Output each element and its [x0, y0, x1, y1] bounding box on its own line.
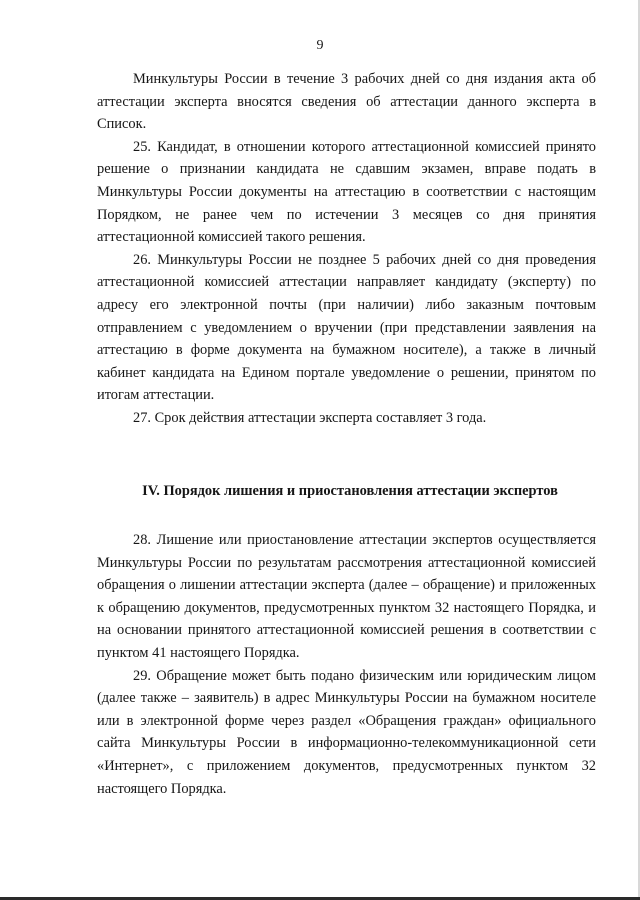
paragraph-29: 29. Обращение может быть подано физическим или юридическим лицом (далее также – заявитель) в адрес Минкультуры России на бумажном носителе или в электронной форме через раздел «Обращения граждан» официального сайта Минкультуры России в информационно-телекоммуникационной сети «Интернет», с приложением документов, предусмотренных пунктом 32 настоящего Порядка. [97, 667, 596, 797]
paragraph-intro: Минкультуры России в течение 3 рабочих дней со дня издания акта об аттестации эксперта вносятся сведения об аттестации данного эксперта в Список. [97, 71, 596, 133]
paragraph-25: 25. Кандидат, в отношении которого аттестационной комиссией принято решение о признании кандидата не сдавшим экзамен, вправе подать в Минкультуры России документы на аттестацию в соответствии с настоящим Порядком, не ранее чем по истечении 3 месяцев со дня принятия аттестационной комиссией такого решения. [97, 138, 596, 246]
text-block-top [97, 68, 596, 430]
section-heading: IV. Порядок лишения и приостановления аттестации экспертов [142, 483, 558, 499]
page-number: 9 [316, 38, 324, 53]
paragraph-26: 26. Минкультуры России не позднее 5 рабочих дней со дня проведения аттестационной комиссией аттестации направляет кандидату (эксперту) по адресу его электронной почты (при наличии) либо заказным почтовым отправлением с уведомлением о вручении (при представлении заявления на аттестацию в форме документа на бумажном носителе), а также в личный кабинет кандидата на Едином портале уведомление о решении, принятом по итогам аттестации. [97, 251, 596, 404]
paragraph-27: 27. Срок действия аттестации эксперта составляет 3 года. [133, 409, 487, 426]
paragraph-28: 28. Лишение или приостановление аттестации экспертов осуществляется Минкультуры России по результатам рассмотрения аттестационной комиссией обращения о лишении аттестации эксперта (далее – обращение) и приложенных к обращению документов, предусмотренных пунктом 32 настоящего Порядка, и на основании принятого аттестационной комиссией решения в соответствии с пунктом 41 настоящего Порядка. [97, 532, 596, 661]
text-block-bottom [97, 529, 596, 800]
